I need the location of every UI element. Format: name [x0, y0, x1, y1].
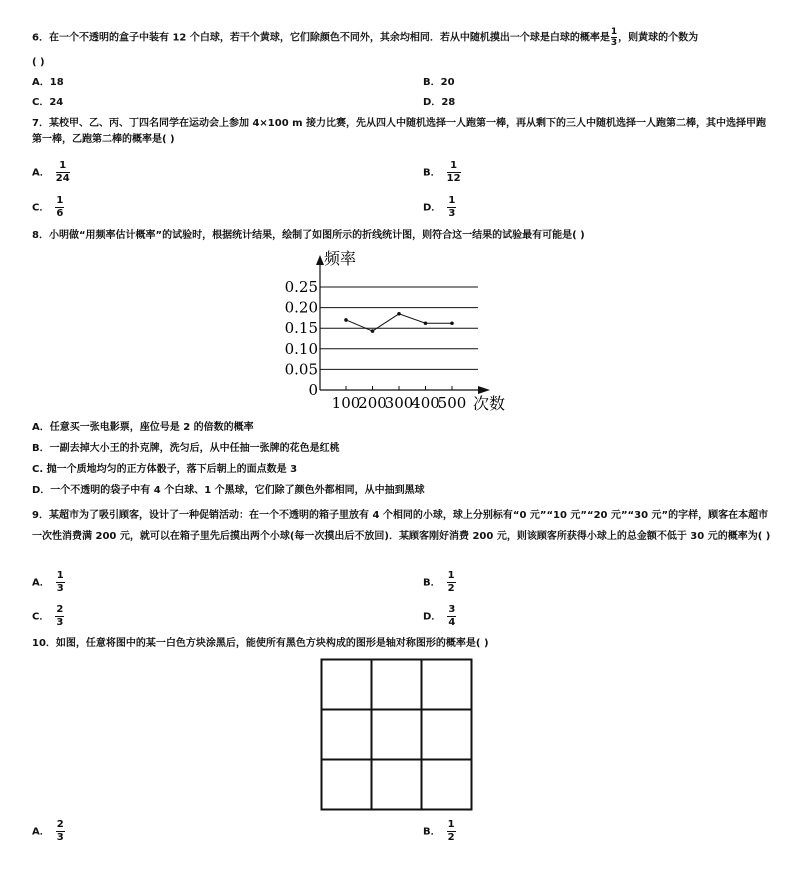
- q9-option-b: B． $\frac{1}{2}$: [423, 570, 455, 594]
- grid-outer-border: [322, 660, 472, 810]
- q8-option-d: D．一个不透明的袋子中有 4 个白球、1 个黑球，它们除了颜色外都相同，从中抽到黑球: [32, 485, 425, 496]
- data-point: [397, 312, 401, 316]
- q7-option-a: A． $\frac{1}{24}$: [32, 160, 70, 184]
- q6-option-c: C．24: [32, 97, 64, 108]
- q9-stem: 9．某超市为了吸引顾客，设计了一种促销活动：在一个不透明的箱子里放有 4 个相同的小球，球上分别标有“0 元”“10 元”“20 元”“30 元”的字样，顾客在本超市一次性消费满 200 元，就可以在箱子里先后摸出两个小球(每一次摸出后不放回)．某顾客刚好消费 200 元，则该顾客所获得小球上的总金额不低于 30 元的概率为( ): [32, 510, 771, 542]
- data-point: [450, 321, 454, 325]
- q6-paren: ( ): [32, 57, 45, 68]
- q7-stem: 7．某校甲、乙、丙、丁四名同学在运动会上参加 4×100 m 接力比赛，先从四人中随机选择一人跑第一棒，再从剩下的三人中随机选择一人跑第二棒，其中选择甲跑第一棒，乙跑第二棒的概率是( ): [32, 118, 767, 145]
- x-tick-label: 100: [331, 394, 361, 412]
- q9-option-c: C． $\frac{2}{3}$: [32, 604, 64, 628]
- y-axis-arrow: [316, 255, 324, 265]
- q7-option-c: C． $\frac{1}{6}$: [32, 195, 64, 219]
- q6-option-b: B．20: [423, 77, 455, 88]
- y-tick-label: 0.25: [284, 278, 318, 296]
- q7-option-d: D． $\frac{1}{3}$: [423, 195, 456, 219]
- q9-option-a: A． $\frac{1}{3}$: [32, 570, 64, 594]
- y-tick-label: 0.15: [284, 319, 318, 338]
- q6-fraction: $\frac{1}{3}$: [610, 27, 618, 48]
- q7-option-b: B． $\frac{1}{12}$: [423, 160, 461, 184]
- q8-option-b: B．一副去掉大小王的扑克牌，洗匀后，从中任抽一张牌的花色是红桃: [32, 443, 340, 454]
- q8-stem: 8．小明做“用频率估计概率”的试验时，根据统计结果，绘制了如图所示的折线统计图，则符合这一结果的试验最有可能是( ): [32, 230, 585, 241]
- data-point: [424, 321, 428, 325]
- x-tick-label: 300: [384, 394, 414, 412]
- q9-option-d: D． $\frac{3}{4}$: [423, 604, 456, 628]
- x-axis-arrow: [478, 386, 490, 394]
- q10-option-b: B． $\frac{1}{2}$: [423, 819, 455, 843]
- x-tick-label: 400: [411, 394, 440, 412]
- x-tick-label: 500: [437, 394, 467, 412]
- y-tick-label: 0: [308, 381, 318, 399]
- frequency-line-chart: [280, 245, 580, 415]
- y-tick-label: 0.20: [284, 298, 318, 317]
- data-point: [344, 318, 348, 322]
- x-axis-label: 次数: [473, 394, 506, 413]
- x-tick-label: 200: [358, 394, 387, 412]
- square-grid-figure: [320, 658, 474, 812]
- q8-option-c: C. 抛一个质地均匀的正方体骰子，落下后朝上的面点数是 3: [32, 464, 298, 475]
- y-tick-label: 0.05: [284, 360, 318, 379]
- q10-stem: 10．如图，任意将图中的某一白色方块涂黑后，能使所有黑色方块构成的图形是轴对称图形的概率是( ): [32, 638, 489, 649]
- y-tick-label: 0.10: [284, 339, 318, 358]
- q6-option-a: A．18: [32, 77, 64, 88]
- q6-stem: 6．在一个不透明的盒子中装有 12 个白球，若干个黄球，它们除颜色不同外，其余均相同．若从中随机摸出一个球是白球的概率是 $\frac{1}{3}$ ，则黄球的个数为: [32, 27, 699, 48]
- q6-option-d: D．28: [423, 97, 456, 108]
- y-axis-label: 频率: [324, 249, 357, 268]
- q10-option-a: A． $\frac{2}{3}$: [32, 819, 64, 843]
- q8-option-a: A．任意买一张电影票，座位号是 2 的倍数的概率: [32, 422, 254, 433]
- data-point: [371, 329, 375, 333]
